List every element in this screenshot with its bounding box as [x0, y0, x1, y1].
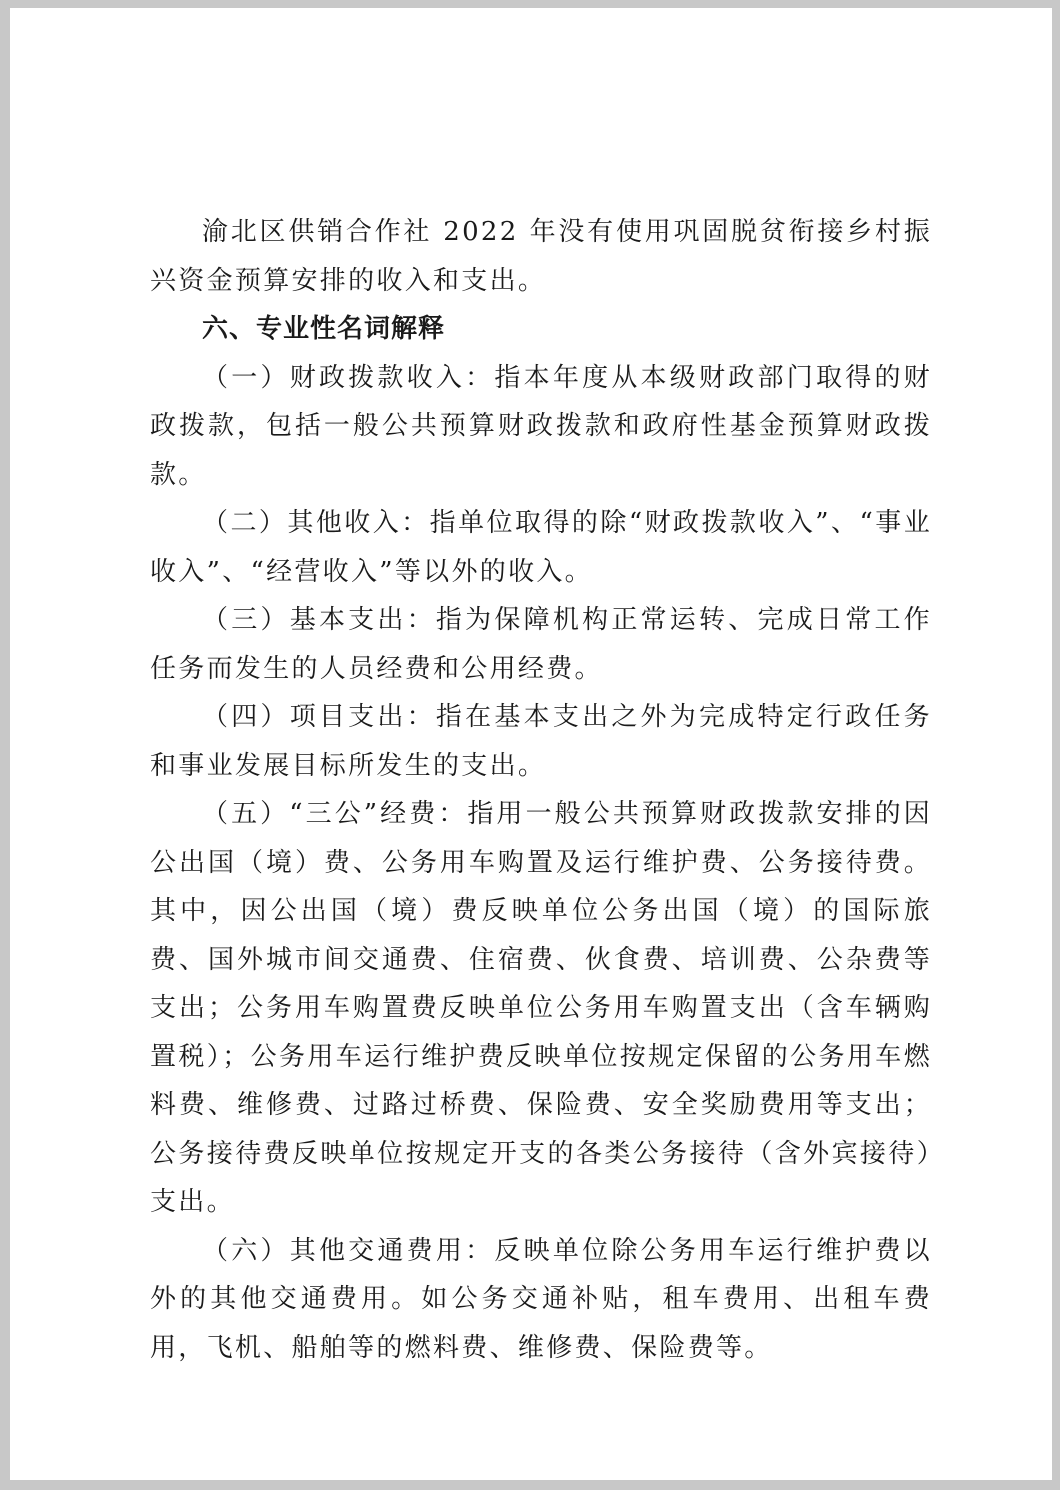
term-basic-expenditure: （三）基本支出：指为保障机构正常运转、完成日常工作任务而发生的人员经费和公用经费。 [150, 605, 932, 684]
term-fiscal-appropriation-income: （一）财政拨款收入：指本年度从本级财政部门取得的财政拨款，包括一般公共预算财政拨款和政府性基金预算财政拨款。 [150, 362, 932, 490]
document-page [10, 8, 1052, 1480]
document-body [150, 208, 932, 1372]
paragraph-rural-revitalization-funds: 渝北区供销合作社 2022 年没有使用巩固脱贫衔接乡村振兴资金预算安排的收入和支出。 [150, 217, 932, 296]
term-other-income: （二）其他收入：指单位取得的除“财政拨款收入”、“事业收入”、“经营收入”等以外的收入。 [150, 508, 932, 587]
term-project-expenditure: （四）项目支出：指在基本支出之外为完成特定行政任务和事业发展目标所发生的支出。 [150, 702, 932, 781]
term-three-public-expenses: （五）“三公”经费：指用一般公共预算财政拨款安排的因公出国（境）费、公务用车购置及运行维护费、公务接待费。其中，因公出国（境）费反映单位公务出国（境）的国际旅费、国外城市间交通费、住宿费、伙食费、培训费、公杂费等支出；公务用车购置费反映单位公务用车购置支出（含车辆购置税）；公务用车运行维护费反映单位按规定保留的公务用车燃料费、维修费、过路过桥费、保险费、安全奖励费用等支出；公务接待费反映单位按规定开支的各类公务接待（含外宾接待）支出。 [150, 799, 932, 1217]
term-other-transport-expenses: （六）其他交通费用：反映单位除公务用车运行维护费以外的其他交通费用。如公务交通补贴，租车费用、出租车费用，飞机、船舶等的燃料费、维修费、保险费等。 [150, 1235, 932, 1363]
section-heading-terminology: 六、专业性名词解释 [202, 314, 446, 344]
